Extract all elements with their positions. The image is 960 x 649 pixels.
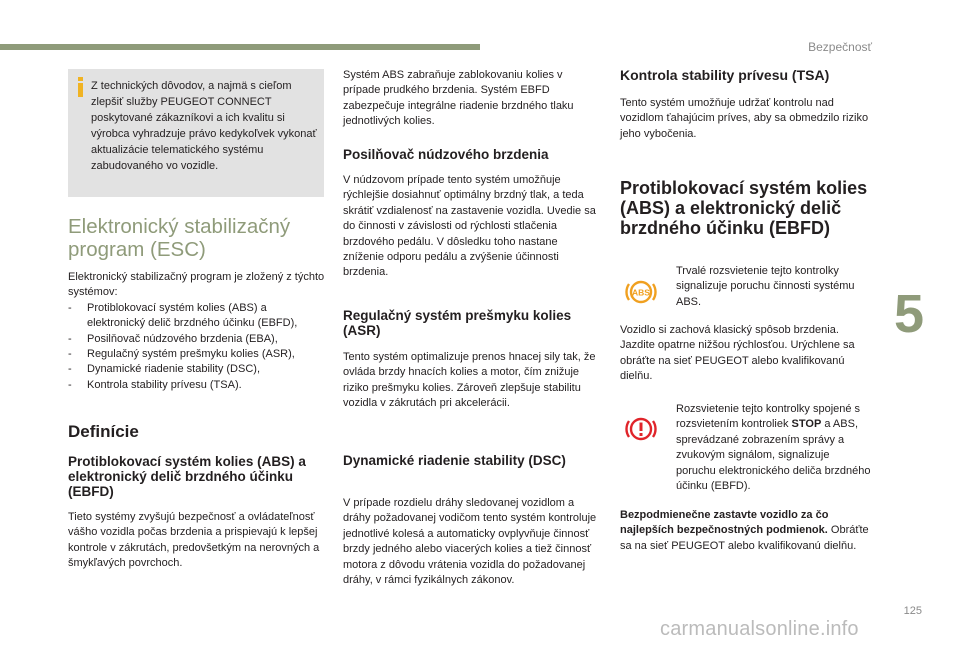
stop-word: STOP (791, 418, 822, 431)
tsa-text: Tento systém umožňuje udržať kontrolu nad vozidlom ťahajúcim príves, aby sa obmedzilo riziko jeho vybočenia. (620, 97, 869, 140)
stop-text-before: Rozsvietenie tejto kontrolky spojené s rozsvietením kontroliek (676, 403, 861, 431)
stop-text-after: a ABS, sprevádzané zobrazením správy a zvukovým signálom, signalizuje poruchu elektronického deliča brzdného účinku (EBFD). (676, 418, 871, 493)
esc-title: Elektronický stabilizačný program (ESC) (68, 215, 291, 261)
dsc-heading: Dynamické riadenie stability (DSC) (343, 453, 566, 468)
brake-warning-icon (624, 412, 658, 446)
dsc-text: V prípade rozdielu dráhy sledovanej vozidlom a dráhy požadovanej vodičom tento systém kontroluje jednotlivé kolesá a automaticky ovplyvňuje činnosť brzdy jedného alebo viacerých kolies a tiež činnosť motora z dôvodu vrátenia vozidla do požadovanej dráhy, v rámci fyzikálnych zákonov. (343, 497, 597, 587)
list-item: - Dynamické riadenie stability (DSC), (68, 362, 326, 377)
eba-heading: Posilňovač núdzového brzdenia (343, 147, 549, 162)
list-item: - Posilňovač núdzového brzdenia (EBA), (68, 332, 326, 347)
info-box (68, 69, 324, 197)
abs-ebfd-description: Tieto systémy zvyšujú bezpečnosť a ovládateľnosť vášho vozidla počas brzdenia a prispievajú k lepšej kontrole v zákrutách, predovšetkým na nerovných a šmykľavých povrchoch. (68, 511, 320, 570)
info-icon (77, 77, 85, 95)
page-number: 125 (903, 605, 922, 617)
final-bold-text: Bezpodmienečne zastavte vozidlo za čo najlepších bezpečnostných podmienok. (620, 509, 829, 537)
final-text: Obráťte sa na sieť PEUGEOT alebo kvalifikovanú dielňu. (620, 524, 869, 552)
asr-text: Tento systém optimalizuje prenos hnacej sily tak, že ovláda brzdy hnacích kolies a motor, čím znižuje riziko prešmyku kolies. Zároveň zlepšuje stabilitu vozidla v zákrutách pri akcelerácii. (343, 351, 596, 410)
normal-braking-text: Vozidlo si zachová klasický spôsob brzdenia. Jazdite opatrne nižšou rýchlosťou. Urýchlene sa obráťte na sieť PEUGEOT alebo kvalifikovanú dielňu. (620, 324, 855, 383)
abs-ebfd-heading: Protiblokovací systém kolies (ABS) a elektronický delič brzdného účinku (EBFD) (68, 454, 306, 499)
esc-intro: Elektronický stabilizačný program je zložený z týchto systémov: (68, 271, 325, 299)
info-text: Z technických dôvodov, a najmä s cieľom zlepšiť služby PEUGEOT CONNECT poskytované zákazníkovi a ich kvalitu si výrobca vyhradzuje právo kedykoľvek vykonať aktualizácie telematického systému zabudovaného vo vozidle. (91, 80, 317, 172)
abs-icon-label: ABS (632, 287, 650, 298)
tsa-heading: Kontrola stability prívesu (TSA) (620, 67, 830, 83)
abs-lamp-text: Trvalé rozsvietenie tejto kontrolky signalizuje poruchu činnosti systému ABS. (676, 265, 855, 308)
watermark: carmanualsonline.info (660, 618, 859, 640)
header-bar (0, 44, 480, 50)
final-instruction (620, 508, 870, 554)
abs-ebfd-big-heading: Protiblokovací systém kolies (ABS) a elektronický delič brzdného účinku (EBFD) (620, 178, 868, 238)
esc-intro-block (68, 270, 326, 393)
list-item: - Protiblokovací systém kolies (ABS) a elektronický delič brzdného účinku (EBFD), (68, 301, 326, 332)
section-title: Bezpečnosť (808, 40, 872, 54)
stop-lamp-text (676, 402, 872, 494)
eba-text: V núdzovom prípade tento systém umožňuje rýchlejšie dosiahnuť optimálny brzdný tlak, a teda skrátiť vzdialenosť na zastavenie vozidla. Uvedie sa do činnosti v závislosti od rýchlosti stlačenia brzdového pedálu. V dôsledku toho nastane zníženie odporu pedálu a zvýšenie účinnosti brzdenia. (343, 174, 596, 279)
asr-heading: Regulačný systém prešmyku kolies (ASR) (343, 308, 572, 338)
definitions-title: Definície (68, 422, 139, 441)
chapter-number: 5 (894, 284, 925, 344)
abs-function-text: Systém ABS zabraňuje zablokovaniu kolies v prípade prudkého brzdenia. Systém EBFD zabezpečuje integrálne riadenie brzdného tlaku jednotlivých kolies. (343, 69, 574, 128)
list-item: - Regulačný systém prešmyku kolies (ASR), (68, 347, 326, 362)
list-item: - Kontrola stability prívesu (TSA). (68, 378, 326, 393)
esc-system-list (68, 301, 326, 393)
abs-warning-icon (624, 275, 658, 309)
